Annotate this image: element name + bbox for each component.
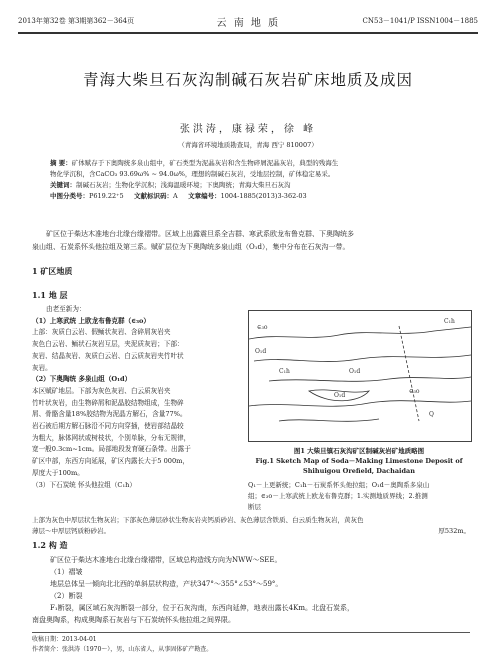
contact-line [269,377,471,381]
legend-line: Q₁－上更新统；C₁h－石炭系怀头他拉组；O₁d－奥陶系多泉山 [248,481,430,489]
class-number: P619.22⁺5 [89,192,124,200]
affiliation: （青海省环境地质勘查局，青海 西宁 810007） [178,141,318,149]
caption-cn: 图1 大柴旦镇石灰沟矿区制碱灰岩矿地质略图 [293,447,425,455]
strata-continuation [32,515,470,537]
doc-code: A [173,192,178,200]
text-line: 矿区位于柴达木准地台北缘台缘褶带，区域总构造线方向为NWW～SEE。 [50,556,282,564]
text-line: 上部为灰色中厚层状生物灰岩；下部灰色薄层砂状生物灰岩夹钙质砂岩、灰色薄层含铁质、白云质生物灰岩，黄灰色 [32,516,364,524]
text-line: （2）断裂 [50,592,83,600]
text-line: 南盘奥陶系，构成奥陶系石灰岩与下石炭统怀头他拉组之间界限。 [32,616,235,624]
structure-text [32,554,470,626]
map-label: C₁h [279,368,290,375]
text-line: （1）上寒武统 上欧龙布鲁克群（∈₃o） [32,316,150,325]
header-issn: CN53－1041/P ISSN1004－1885 [362,17,478,25]
footnotes [32,632,470,655]
text-line: 厚度大于100m。 [32,468,84,477]
footnote-author: 作者简介：张洪涛（1970～），男，山东省人，从事固体矿产勘查。 [32,646,213,653]
abstract-label: 摘 要： [50,159,72,167]
text-line: 宽一般0.3cm~1cm。局部地段发育硬石条带。出露于 [32,445,191,454]
text-line: 灰岩。 [32,363,52,372]
keywords-label: 关键词： [50,181,76,189]
intro-paragraph [32,228,470,253]
caption-en: Fig.1 Sketch Map of Soda－Making Limestone Deposit of [255,457,463,465]
thickness-note: 厚532m。 [438,527,470,535]
text-line: 为粗大，脉体网状或树枝状，个别单脉，分布无规律， [32,433,191,442]
text-line: 灰岩、结晶灰岩、灰质白云岩、白云质灰岩夹竹叶状 [32,351,184,360]
footnote-received: 收稿日期：2013-04-01 [32,636,97,643]
keywords: 制碱石灰岩；生物化学沉积；浅海温暖环境；下奥陶统；青海大柴旦石灰沟 [76,181,291,189]
abstract [50,158,450,202]
text-line: 上部：灰质白云岩、假鲕状灰岩、含碎屑灰岩夹 [32,328,171,337]
legend-line: 组；∈₃o－上寒武统上欧龙布鲁克群；1.实测地质界线；2.推测 [248,492,428,500]
map-label: Q [429,411,434,418]
map-svg [249,311,471,441]
intro-line: 矿区位于柴达木准地台北缘台缘褶带。区域上出露震旦系全吉群、寒武系欧龙布鲁克群、下奥陶统多 [46,230,354,238]
text-line: （2）下奥陶统 多泉山组（O₁d） [32,375,132,384]
map-label: C₁h [444,318,455,325]
authors: 张洪涛，康禄荣，徐 峰 [179,124,317,135]
intro-line: 泉山组、石炭系怀头他拉组及第三系。赋矿层位为下奥陶统多泉山组（O₁d），集中分布在石灰沟一带。 [32,242,350,251]
section-heading: 1 矿区地质 [32,266,73,276]
map-label: ∈₃o [257,324,268,331]
text-line: 薄层～中厚层钙质粉砂岩。 [32,527,110,535]
doc-code-label: 文献标识码： [134,192,174,200]
abstract-text-1: 矿体赋存于下奥陶统多泉山组中，矿石类型为泥晶灰岩和含生物碎屑泥晶灰岩，典型的残海生 [71,159,339,167]
map-label: O₁d [334,392,346,399]
fault-line [399,326,419,421]
caption-en: Shihuigou Orefield, Dachaidan [303,467,415,475]
contact-line [254,355,471,362]
text-line: 地层总体呈一倾向北北西的单斜层状构造，产状347°～355°∠53°～59°。 [50,580,283,588]
header-issue: 2013年第32卷 第3期第362－364页 [18,17,135,25]
map-label: O₁d [255,348,267,355]
header-journal: 云 南 地 质 [216,17,281,29]
strata-text [32,304,228,491]
text-line: 本区赋矿地层。下部为灰色灰岩、白云质灰岩夹 [32,386,171,395]
text-line: 灰色白云岩、鲕状石灰岩互层，夹泥质灰岩；下部： [32,340,184,349]
article-number: 1004-1885(2013)3-362-03 [220,192,307,200]
map-label: O₁d [349,368,361,375]
text-line: 矿区中部，东西方向延展，矿区内露长大于5 000m， [32,457,190,466]
figure-caption [248,446,470,476]
text-line: （3）下石炭统 怀头他拉组（C₁h） [32,480,136,489]
text-line: 屑、骨骼含量18%胶结物为泥晶方解石，含量77%。 [32,410,187,419]
paper-title: 青海大柴旦石灰沟制碱石灰岩矿床地质及成因 [82,71,413,89]
text-line: （1）褶皱 [50,568,83,576]
abstract-text-2: 物化学沉积，含CaCO₃ 93.69ω% ~ 94.0ω%，理想的制碱石灰岩，受地层控制，矿体稳定易采。 [50,170,335,178]
text-line: F₁断裂，属区域石灰沟断裂一部分，位于石灰沟南，东西向延伸，地表出露长4Km。北盘石炭系， [50,604,354,612]
article-number-label: 文章编号： [188,192,221,200]
running-header [18,10,478,34]
text-line: 岩石被后期方解石脉沿不同方向穿插，使岩部结晶较 [32,422,184,431]
figure-legend [248,480,470,513]
subsection-heading: 1.1 地 层 [32,290,68,300]
subsection-heading: 1.2 构 造 [32,540,68,550]
contact-line [249,401,471,407]
text-line: 由老至新为： [46,305,86,313]
contact-line [279,419,379,421]
legend-line: 断层 [248,503,261,511]
class-label: 中图分类号： [50,192,89,200]
contact-line [249,327,471,339]
map-label: ∈₃o [409,388,420,395]
geological-sketch-map [248,310,472,442]
text-line: 竹叶状灰岩，由生物碎屑和泥晶胶结物组成，生物碎 [32,398,184,407]
